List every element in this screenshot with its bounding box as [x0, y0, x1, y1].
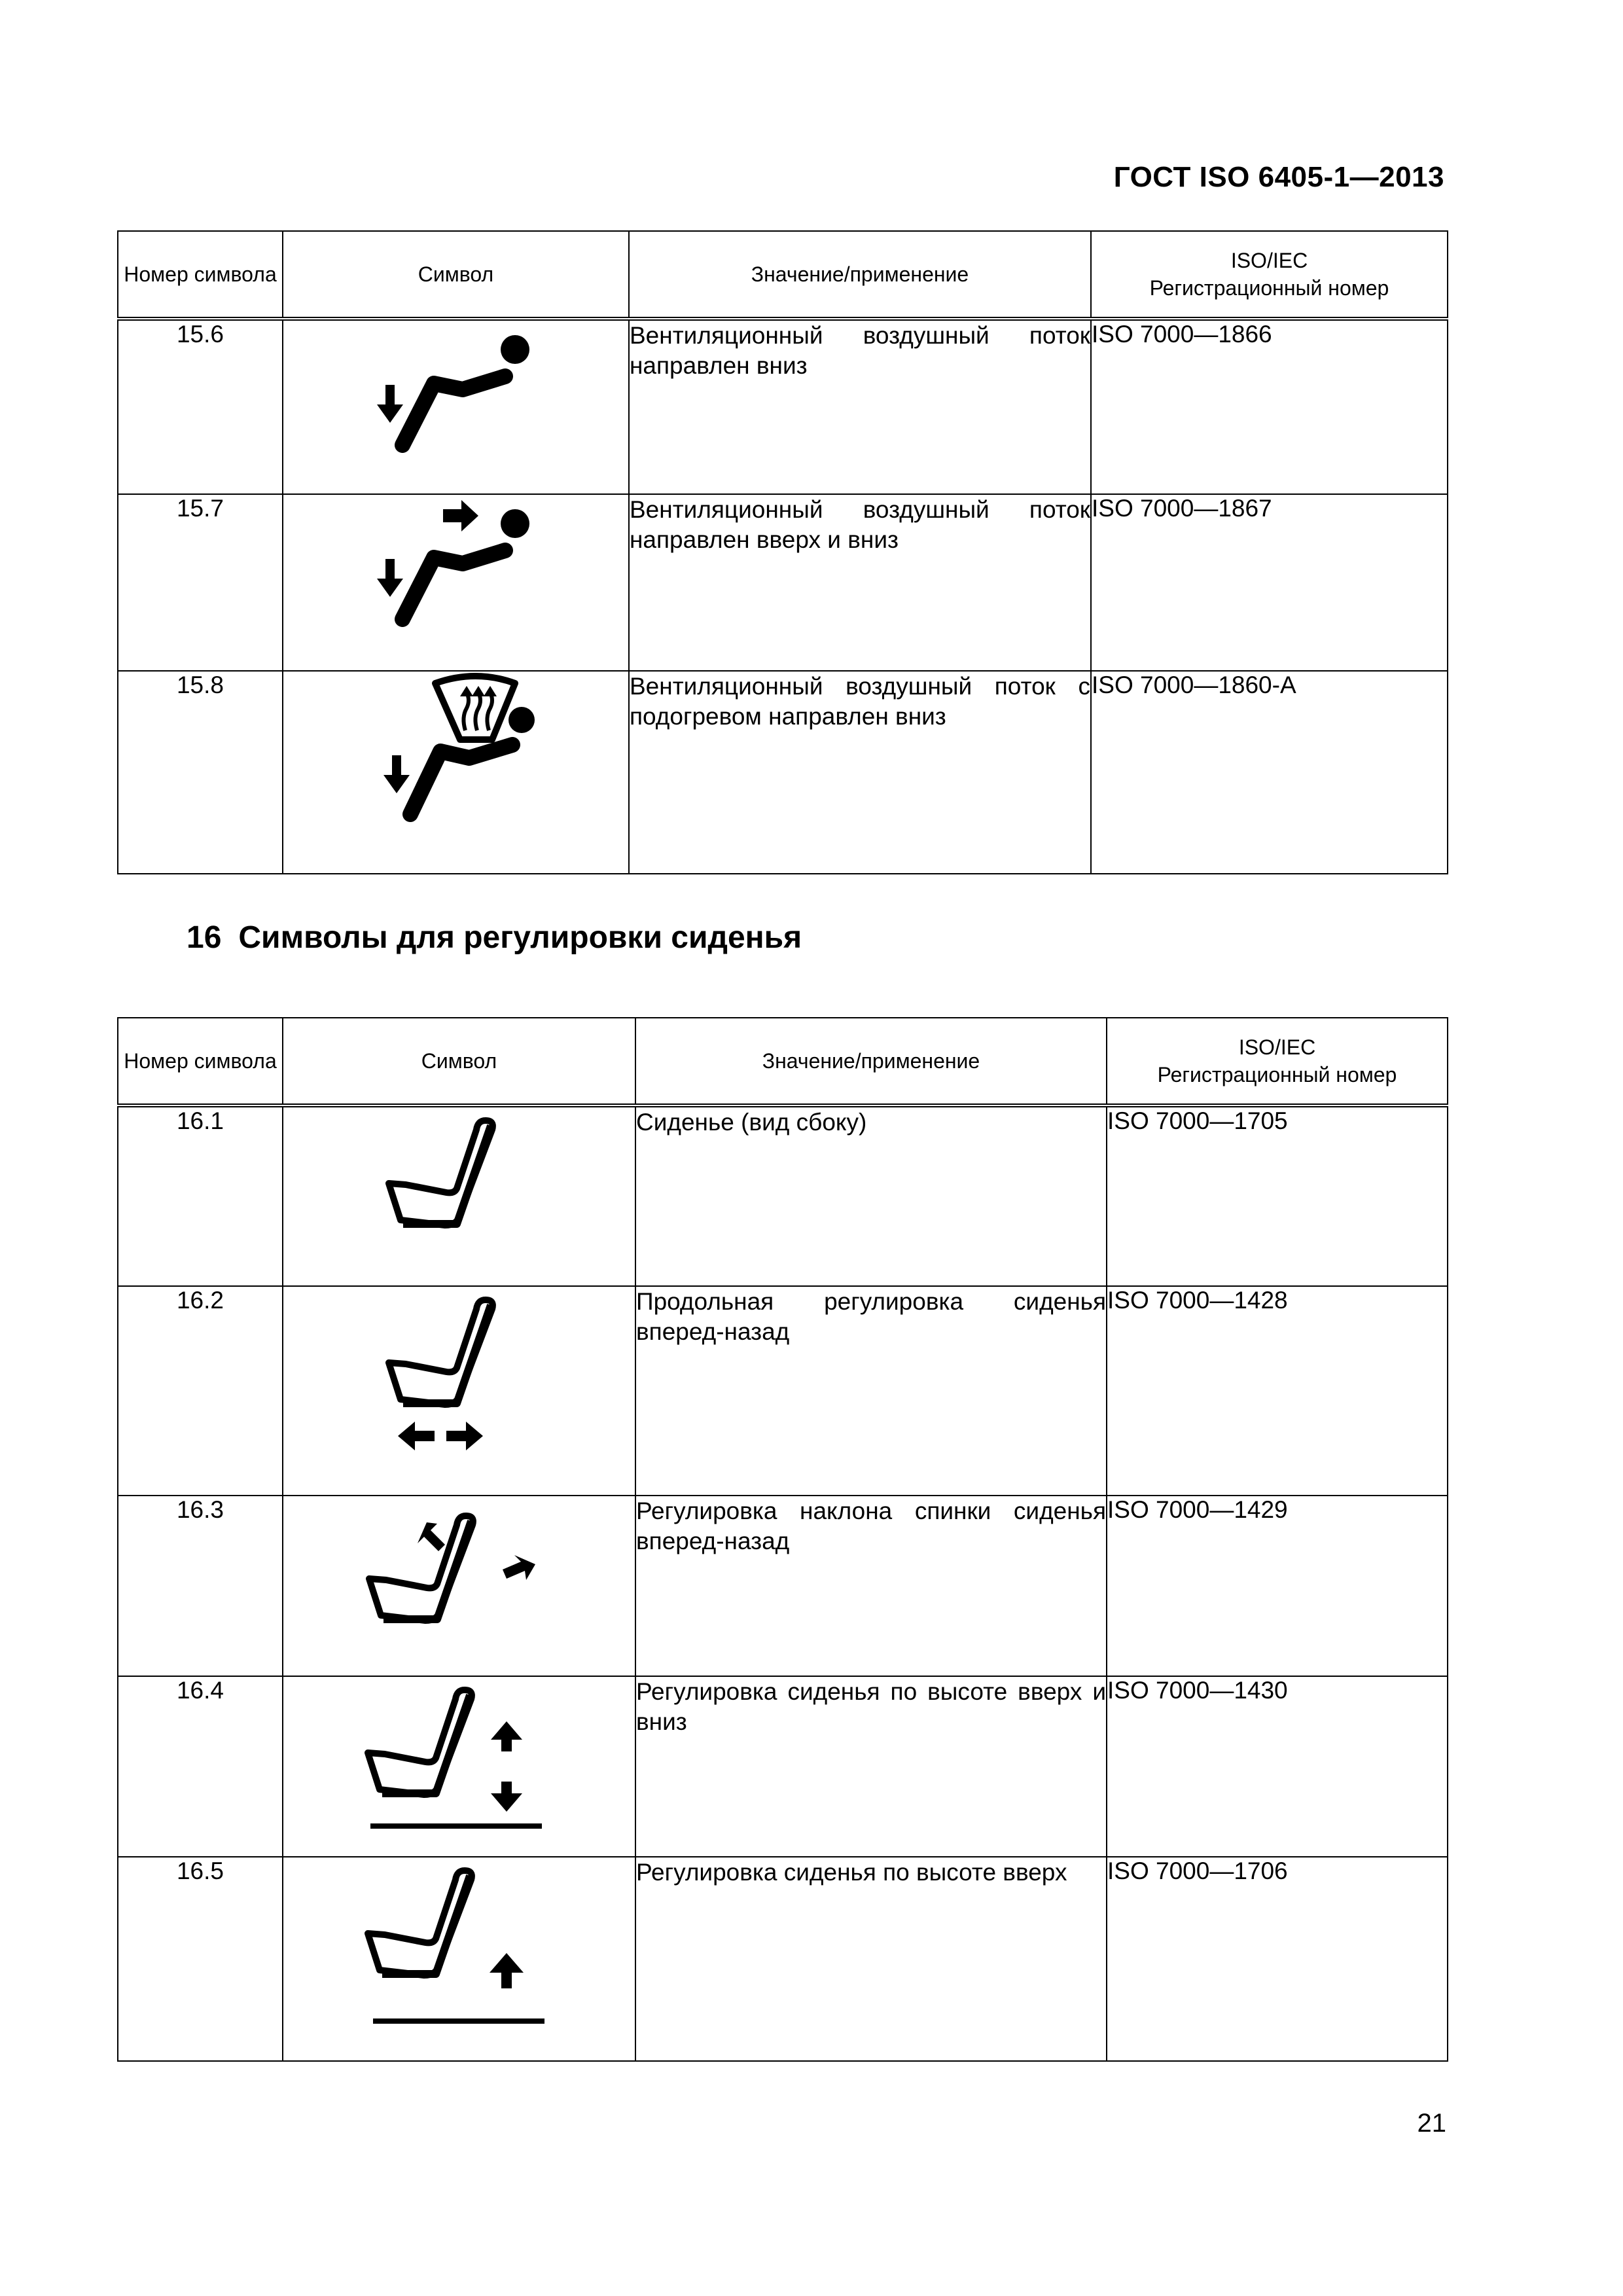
- meaning-text: Вентиляционный воздушный поток направлен вверх и вниз: [629, 494, 1091, 671]
- symbol-number: 16.4: [118, 1676, 283, 1857]
- document-code: ГОСТ ISO 6405-1—2013: [1113, 161, 1444, 193]
- symbols-table-15: [117, 230, 1448, 874]
- symbol-number: 16.3: [118, 1496, 283, 1676]
- meaning-text: Сиденье (вид сбоку): [635, 1105, 1107, 1286]
- symbol-number: 16.2: [118, 1286, 283, 1496]
- table-header-row: [118, 1018, 1448, 1105]
- symbol-cell: [283, 1496, 635, 1676]
- seat-height-up-down-icon: [355, 1677, 564, 1840]
- section-heading: [187, 920, 802, 956]
- header-reg-line2: Регистрационный номер: [1157, 1063, 1397, 1086]
- header-symbol: Символ: [283, 1018, 635, 1105]
- symbol-cell: [283, 1105, 635, 1286]
- table-row: [118, 1105, 1448, 1286]
- meaning-text: Вентиляционный воздушный поток с подогревом направлен вниз: [629, 671, 1091, 874]
- symbol-number: 16.5: [118, 1857, 283, 2061]
- seat-side-view-icon: [361, 1107, 558, 1265]
- header-number: Номер символа: [118, 231, 283, 319]
- registration-number: ISO 7000—1430: [1107, 1676, 1448, 1857]
- registration-number: ISO 7000—1706: [1107, 1857, 1448, 2061]
- symbol-cell: [283, 1676, 635, 1857]
- seat-fore-aft-adjust-icon: [361, 1287, 558, 1477]
- ventilation-airflow-down-icon: [358, 321, 554, 478]
- registration-number: ISO 7000—1860-A: [1091, 671, 1448, 874]
- table-row: [118, 671, 1448, 874]
- meaning-text: Регулировка сиденья по высоте вверх: [635, 1857, 1107, 2061]
- header-reg-line1: ISO/IEC: [1230, 249, 1308, 272]
- section-number: 16: [187, 920, 222, 955]
- meaning-text: Регулировка сиденья по высоте вверх и вниз: [635, 1676, 1107, 1857]
- symbol-number: 15.7: [118, 494, 283, 671]
- symbol-cell: [283, 319, 629, 494]
- seat-backrest-tilt-icon: [355, 1496, 564, 1653]
- symbol-cell: [283, 1286, 635, 1496]
- page-number: 21: [1417, 2109, 1446, 2138]
- seat-height-up-icon: [355, 1857, 564, 2034]
- registration-number: ISO 7000—1428: [1107, 1286, 1448, 1496]
- table-header-row: [118, 231, 1448, 319]
- registration-number: ISO 7000—1705: [1107, 1105, 1448, 1286]
- table-row: [118, 1286, 1448, 1496]
- ventilation-airflow-up-down-icon: [358, 495, 554, 652]
- symbol-number: 15.8: [118, 671, 283, 874]
- symbol-cell: [283, 1857, 635, 2061]
- registration-number: ISO 7000—1429: [1107, 1496, 1448, 1676]
- symbol-number: 15.6: [118, 319, 283, 494]
- meaning-text: Вентиляционный воздушный поток направлен вниз: [629, 319, 1091, 494]
- meaning-text: Продольная регулировка сиденья вперед-назад: [635, 1286, 1107, 1496]
- symbols-table-16: [117, 1017, 1448, 2062]
- header-reg-line1: ISO/IEC: [1238, 1035, 1316, 1059]
- symbol-number: 16.1: [118, 1105, 283, 1286]
- header-reg-line2: Регистрационный номер: [1149, 276, 1389, 300]
- heated-airflow-down-icon: [358, 672, 554, 848]
- table-row: [118, 319, 1448, 494]
- header-meaning: Значение/применение: [635, 1018, 1107, 1105]
- meaning-text: Регулировка наклона спинки сиденья вперед-назад: [635, 1496, 1107, 1676]
- symbol-cell: [283, 494, 629, 671]
- table-row: [118, 1676, 1448, 1857]
- section-title-text: Символы для регулировки сиденья: [238, 920, 802, 955]
- registration-number: ISO 7000—1866: [1091, 319, 1448, 494]
- symbol-cell: [283, 671, 629, 874]
- table-row: [118, 494, 1448, 671]
- header-meaning: Значение/применение: [629, 231, 1091, 319]
- header-symbol: Символ: [283, 231, 629, 319]
- registration-number: ISO 7000—1867: [1091, 494, 1448, 671]
- header-registration: [1091, 231, 1448, 319]
- header-registration: [1107, 1018, 1448, 1105]
- header-number: Номер символа: [118, 1018, 283, 1105]
- table-row: [118, 1857, 1448, 2061]
- table-row: [118, 1496, 1448, 1676]
